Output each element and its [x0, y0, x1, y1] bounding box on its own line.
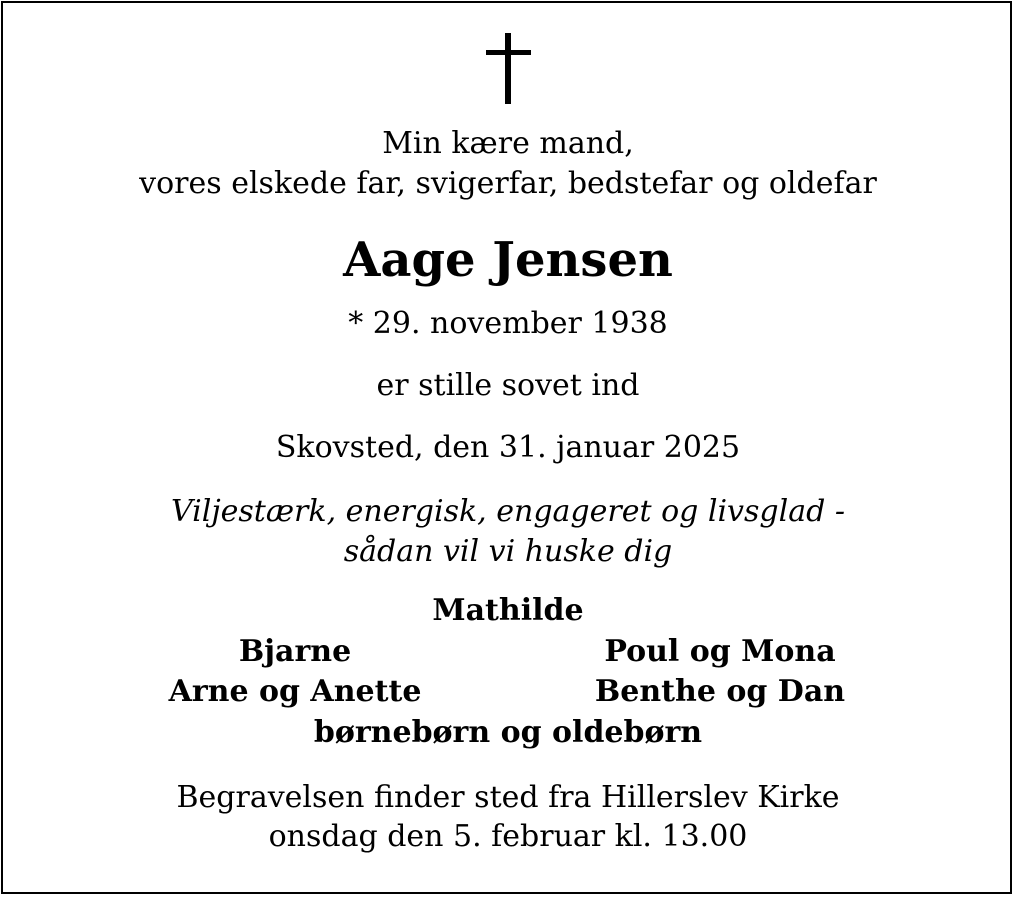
family-right-1: Poul og Mona [604, 634, 836, 669]
greeting-line-2: vores elskede far, svigerfar, bedstefar og oldefar [139, 166, 877, 201]
family-left-2: Arne og Anette [168, 674, 422, 709]
family-spouse: Mathilde [432, 593, 584, 628]
cross-icon [0, 0, 1016, 110]
death-place-date: Skovsted, den 31. januar 2025 [275, 430, 741, 465]
family-descendants: børnebørn og oldebørn [313, 715, 703, 750]
funeral-info-line-2: onsdag den 5. februar kl. 13.00 [268, 819, 748, 854]
birth-date: * 29. november 1938 [348, 306, 668, 341]
family-right-2: Benthe og Dan [594, 674, 846, 709]
memorial-quote-line-1: Viljestærk, energisk, engageret og livsglad - [171, 494, 845, 529]
family-left-1: Bjarne [238, 634, 352, 669]
greeting-line-1: Min kære mand, [382, 126, 634, 161]
death-statement: er stille sovet ind [376, 368, 640, 403]
memorial-quote-line-2: sådan vil vi huske dig [343, 534, 673, 569]
deceased-name: Aage Jensen [343, 232, 673, 288]
funeral-info-line-1: Begravelsen finder sted fra Hillerslev Kirke [176, 780, 840, 815]
